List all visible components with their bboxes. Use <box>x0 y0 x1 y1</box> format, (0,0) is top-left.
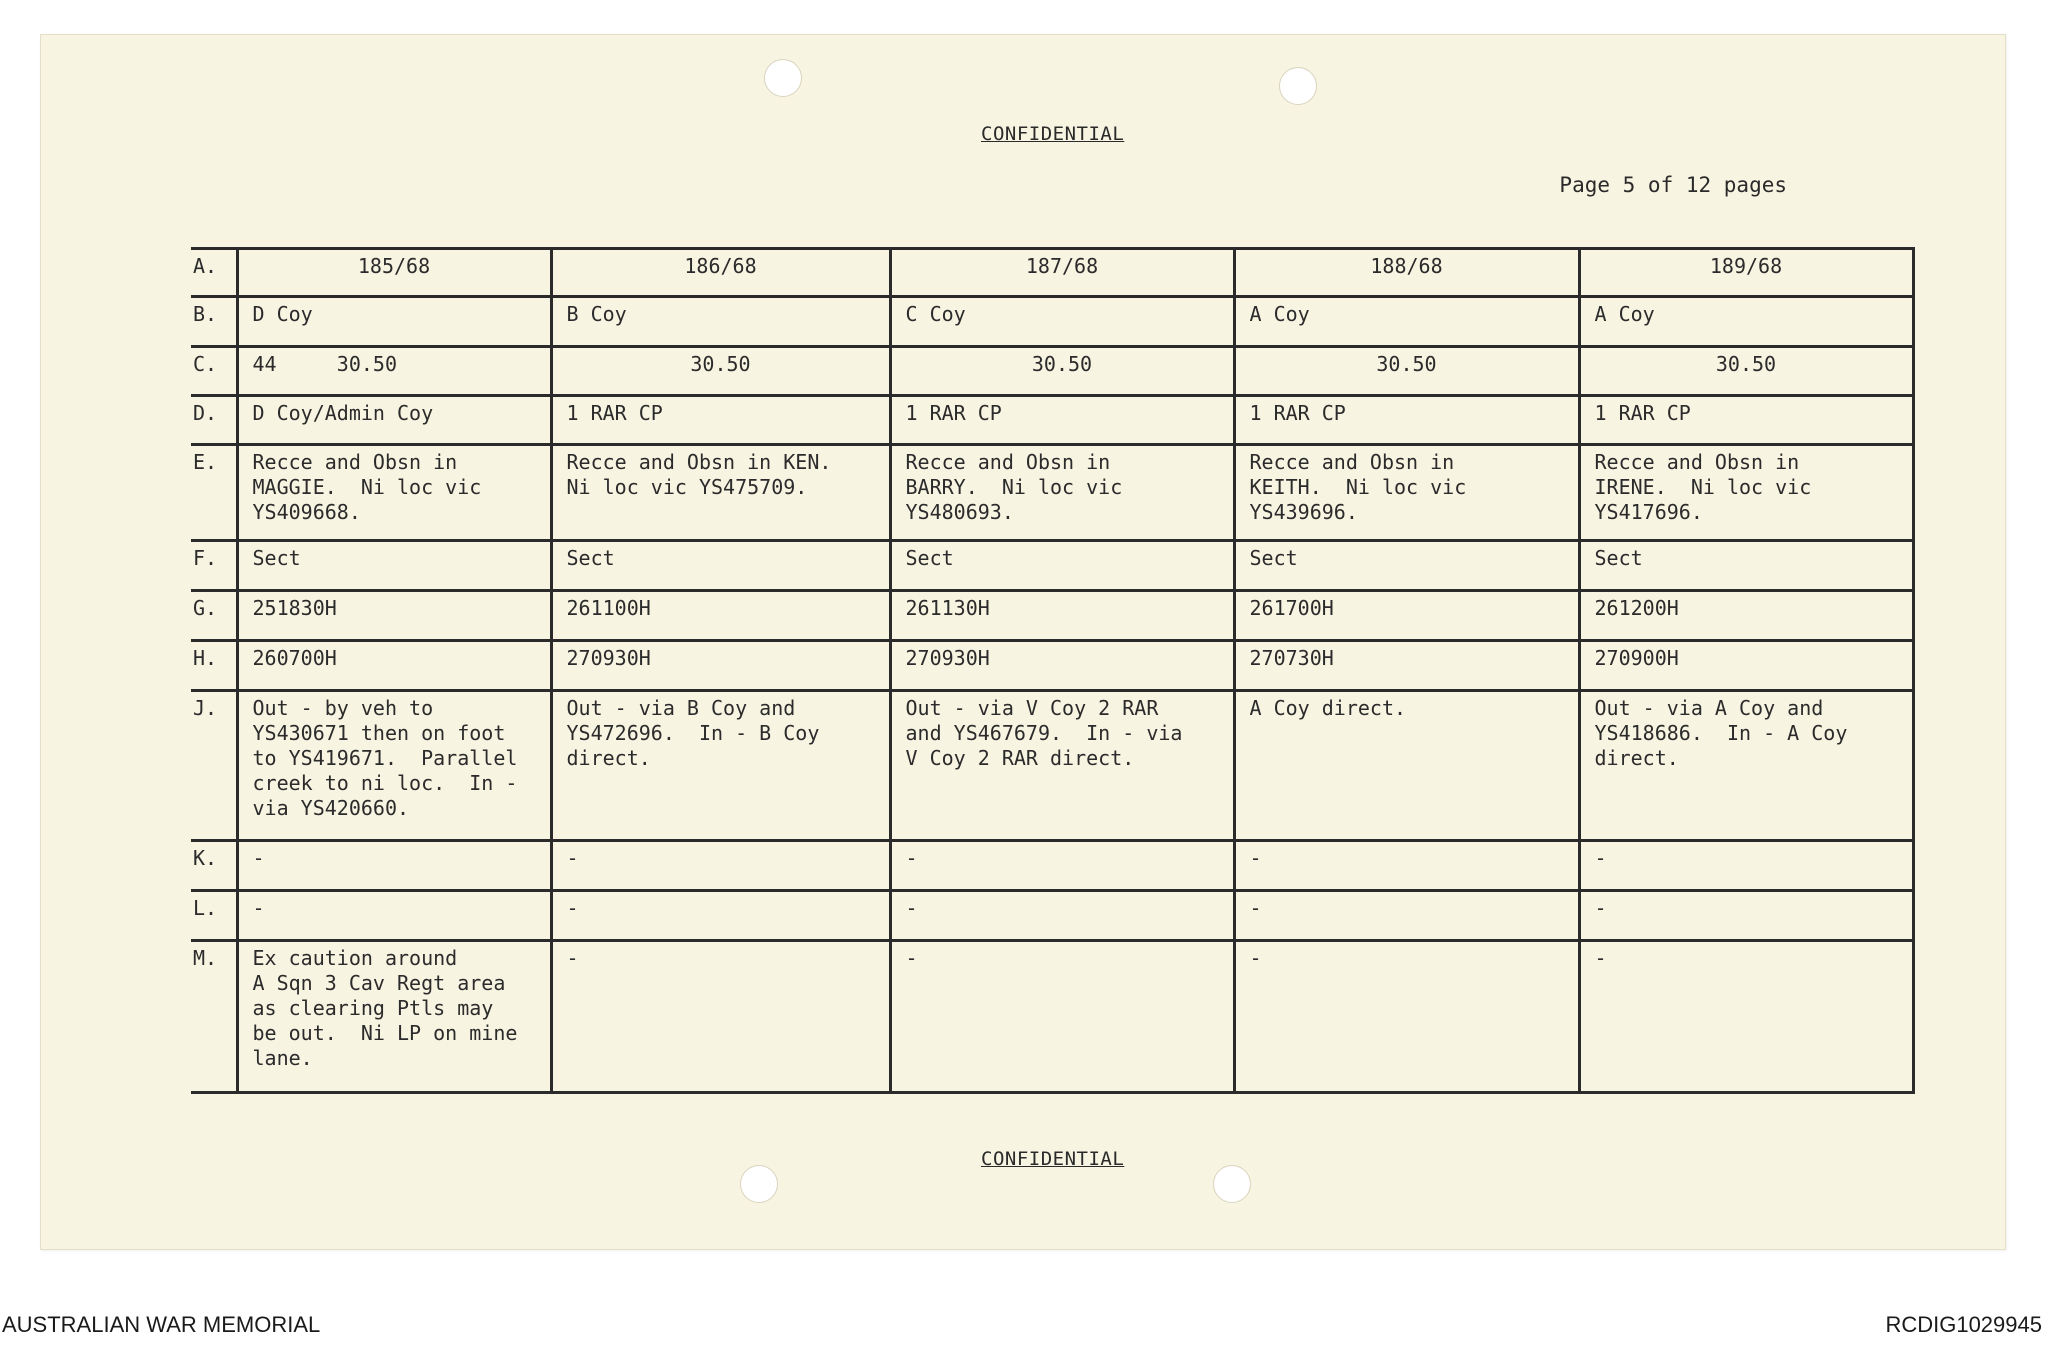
table-cell: Ex caution around A Sqn 3 Cav Regt area as clearing Ptls may be out. Ni LP on mine lane. <box>237 941 551 1093</box>
table-row <box>191 591 1913 641</box>
table-cell: - <box>551 841 890 891</box>
row-label: D. <box>191 396 237 445</box>
table-cell: 30.50 <box>1234 347 1579 396</box>
punch-hole-top-left <box>764 59 802 97</box>
document-page <box>40 34 2006 1250</box>
table-cell: - <box>237 841 551 891</box>
table-cell: Sect <box>1234 541 1579 591</box>
table-cell: 261200H <box>1579 591 1913 641</box>
table-row <box>191 641 1913 691</box>
patrol-orders-table <box>191 247 1915 1094</box>
table-cell: 261130H <box>890 591 1234 641</box>
row-label: E. <box>191 445 237 541</box>
table-cell: 188/68 <box>1234 249 1579 297</box>
table-cell: - <box>237 891 551 941</box>
row-label: B. <box>191 297 237 347</box>
table-cell: Sect <box>1579 541 1913 591</box>
table-cell: 261700H <box>1234 591 1579 641</box>
table-cell: Recce and Obsn in KEITH. Ni loc vic YS439696. <box>1234 445 1579 541</box>
table-row <box>191 396 1913 445</box>
row-label: J. <box>191 691 237 841</box>
table-cell: - <box>1579 941 1913 1093</box>
table-cell: D Coy/Admin Coy <box>237 396 551 445</box>
table-cell: - <box>890 891 1234 941</box>
table-cell: 30.50 <box>551 347 890 396</box>
row-label: M. <box>191 941 237 1093</box>
table-cell: 251830H <box>237 591 551 641</box>
row-label: A. <box>191 249 237 297</box>
footer-classification: CONFIDENTIAL <box>981 1148 1125 1170</box>
table-cell: A Coy <box>1234 297 1579 347</box>
table-cell: 30.50 <box>890 347 1234 396</box>
table-cell: A Coy <box>1579 297 1913 347</box>
table-row <box>191 347 1913 396</box>
table-cell: 44 30.50 <box>237 347 551 396</box>
table-cell: 261100H <box>551 591 890 641</box>
table-cell: 30.50 <box>1579 347 1913 396</box>
table-cell: Sect <box>890 541 1234 591</box>
table-cell: 1 RAR CP <box>1579 396 1913 445</box>
table-cell: 1 RAR CP <box>551 396 890 445</box>
table-cell: - <box>551 891 890 941</box>
table-cell: D Coy <box>237 297 551 347</box>
table-cell: - <box>890 841 1234 891</box>
table-cell: 260700H <box>237 641 551 691</box>
row-label: F. <box>191 541 237 591</box>
table-cell: Sect <box>237 541 551 591</box>
row-label: G. <box>191 591 237 641</box>
table-cell: Out - by veh to YS430671 then on foot to YS419671. Parallel creek to ni loc. In - via YS420660. <box>237 691 551 841</box>
table-row <box>191 841 1913 891</box>
archive-reference: RCDIG1029945 <box>1885 1312 2042 1337</box>
table-cell: 185/68 <box>237 249 551 297</box>
row-label: L. <box>191 891 237 941</box>
table-cell: - <box>551 941 890 1093</box>
table-row <box>191 541 1913 591</box>
table-cell: Sect <box>551 541 890 591</box>
table-cell: B Coy <box>551 297 890 347</box>
punch-hole-bottom-right <box>1213 1165 1251 1203</box>
table-cell: 270730H <box>1234 641 1579 691</box>
table-cell: 270930H <box>551 641 890 691</box>
table-cell: Recce and Obsn in BARRY. Ni loc vic YS480693. <box>890 445 1234 541</box>
table-row <box>191 249 1913 297</box>
page-indicator: Page 5 of 12 pages <box>1559 173 1787 197</box>
table-row <box>191 445 1913 541</box>
table-row <box>191 691 1913 841</box>
table-cell: - <box>1234 941 1579 1093</box>
table-cell: Out - via B Coy and YS472696. In - B Coy direct. <box>551 691 890 841</box>
table-cell: - <box>1234 841 1579 891</box>
punch-hole-bottom-left <box>740 1165 778 1203</box>
punch-hole-top-right <box>1279 67 1317 105</box>
table-cell: 270900H <box>1579 641 1913 691</box>
table-cell: Recce and Obsn in MAGGIE. Ni loc vic YS409668. <box>237 445 551 541</box>
table-cell: 186/68 <box>551 249 890 297</box>
table-cell: - <box>1579 891 1913 941</box>
archive-institution: AUSTRALIAN WAR MEMORIAL <box>2 1312 321 1337</box>
table-cell: 1 RAR CP <box>890 396 1234 445</box>
row-label: H. <box>191 641 237 691</box>
table-cell: C Coy <box>890 297 1234 347</box>
table-cell: 187/68 <box>890 249 1234 297</box>
row-label: K. <box>191 841 237 891</box>
row-label: C. <box>191 347 237 396</box>
table-cell: - <box>1234 891 1579 941</box>
table-cell: A Coy direct. <box>1234 691 1579 841</box>
table-cell: Out - via V Coy 2 RAR and YS467679. In - via V Coy 2 RAR direct. <box>890 691 1234 841</box>
table-row <box>191 891 1913 941</box>
table-row <box>191 297 1913 347</box>
table-cell: 189/68 <box>1579 249 1913 297</box>
table-cell: Recce and Obsn in KEN. Ni loc vic YS475709. <box>551 445 890 541</box>
header-classification: CONFIDENTIAL <box>981 123 1125 145</box>
table-cell: 270930H <box>890 641 1234 691</box>
table-cell: - <box>890 941 1234 1093</box>
table-cell: Out - via A Coy and YS418686. In - A Coy direct. <box>1579 691 1913 841</box>
table-row <box>191 941 1913 1093</box>
table-cell: 1 RAR CP <box>1234 396 1579 445</box>
table-cell: Recce and Obsn in IRENE. Ni loc vic YS417696. <box>1579 445 1913 541</box>
table-cell: - <box>1579 841 1913 891</box>
